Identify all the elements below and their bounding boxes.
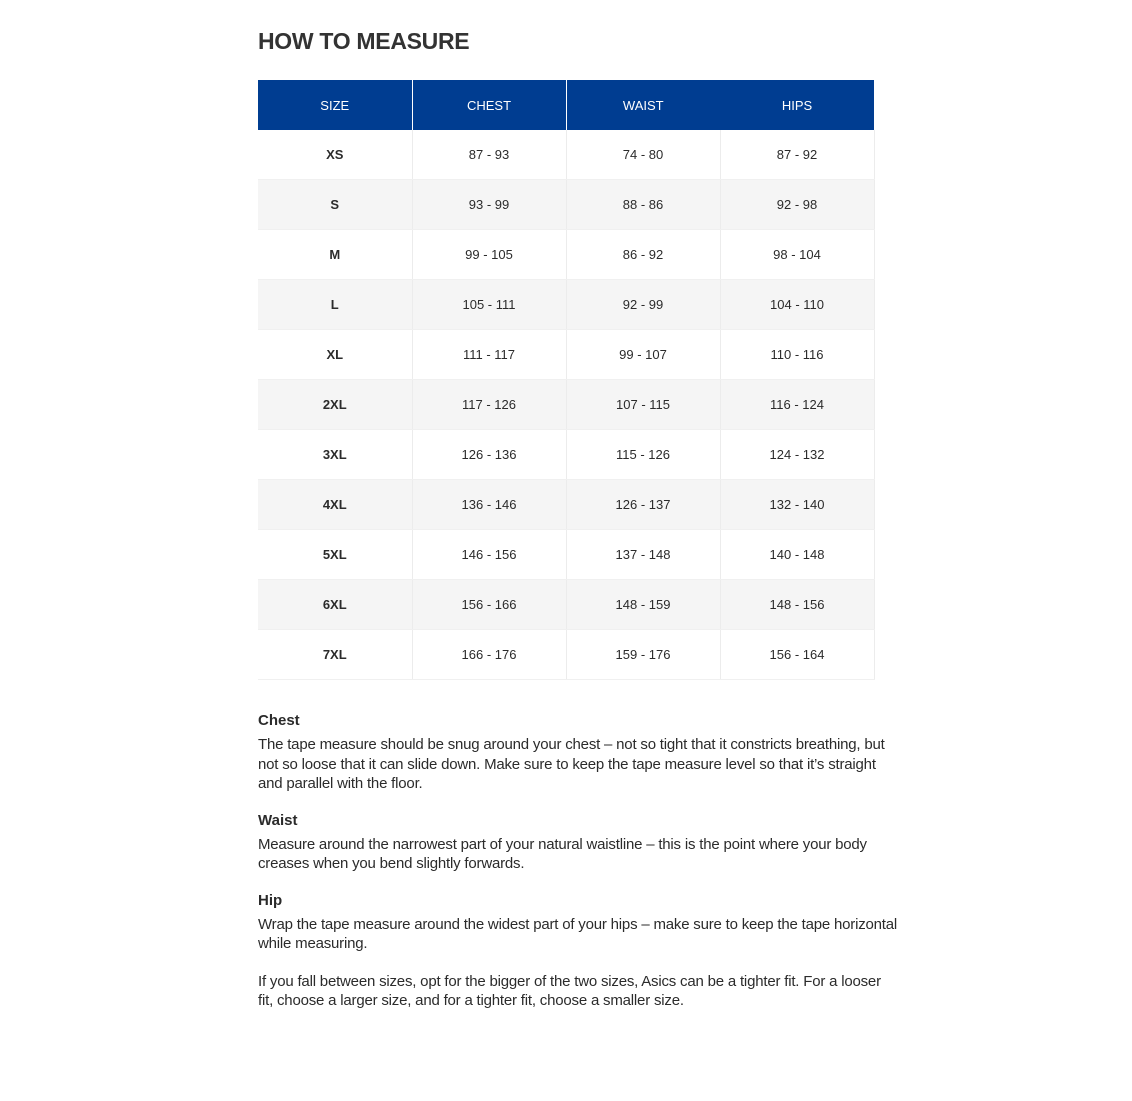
table-row (258, 130, 874, 180)
hip-guide (258, 891, 898, 954)
table-header-row (258, 80, 874, 130)
chest-instructions: The tape measure should be snug around your chest – not so tight that it constricts breathing, but not so loose that it can slide down. Make sure to keep the tape measure level so that it’s straight and parallel with the floor. (258, 736, 885, 792)
hips-cell: 140 - 148 (720, 530, 874, 580)
table-row (258, 230, 874, 280)
hips-cell: 156 - 164 (720, 630, 874, 680)
hips-cell: 148 - 156 (720, 580, 874, 630)
size-cell: XS (258, 130, 412, 180)
hip-instructions: Wrap the tape measure around the widest part of your hips – make sure to keep the tape horizontal while measuring. (258, 915, 898, 952)
table-row (258, 380, 874, 430)
waist-cell: 115 - 126 (566, 430, 720, 480)
hips-cell: 132 - 140 (720, 480, 874, 530)
size-cell: XL (258, 330, 412, 380)
chest-cell: 146 - 156 (412, 530, 566, 580)
table-row (258, 180, 874, 230)
hips-cell: 110 - 116 (720, 330, 874, 380)
chest-cell: 99 - 105 (412, 230, 566, 280)
chest-cell: 87 - 93 (412, 130, 566, 180)
size-cell: 2XL (258, 380, 412, 430)
table-row (258, 330, 874, 380)
chest-guide (258, 711, 898, 794)
table-row (258, 430, 874, 480)
waist-cell: 86 - 92 (566, 230, 720, 280)
size-cell: 6XL (258, 580, 412, 630)
column-header-size: SIZE (258, 80, 412, 130)
hips-cell: 87 - 92 (720, 130, 874, 180)
chest-cell: 93 - 99 (412, 180, 566, 230)
waist-cell: 137 - 148 (566, 530, 720, 580)
waist-cell: 148 - 159 (566, 580, 720, 630)
size-cell: 7XL (258, 630, 412, 680)
table-row (258, 480, 874, 530)
waist-guide (258, 811, 898, 874)
table-row (258, 530, 874, 580)
waist-instructions: Measure around the narrowest part of your natural waistline – this is the point where your body creases when you bend slightly forwards. (258, 835, 867, 872)
size-cell: S (258, 180, 412, 230)
chest-cell: 156 - 166 (412, 580, 566, 630)
chest-heading: Chest (258, 712, 300, 729)
chest-cell: 111 - 117 (412, 330, 566, 380)
size-cell: 5XL (258, 530, 412, 580)
chest-cell: 126 - 136 (412, 430, 566, 480)
table-row (258, 580, 874, 630)
column-header-waist: WAIST (566, 80, 720, 130)
waist-cell: 99 - 107 (566, 330, 720, 380)
waist-heading: Waist (258, 811, 298, 829)
chest-cell: 105 - 111 (412, 280, 566, 330)
waist-cell: 92 - 99 (566, 280, 720, 330)
waist-cell: 159 - 176 (566, 630, 720, 680)
hips-cell: 116 - 124 (720, 380, 874, 430)
waist-cell: 74 - 80 (566, 130, 720, 180)
chest-cell: 117 - 126 (412, 380, 566, 430)
table-row (258, 630, 874, 680)
waist-cell: 107 - 115 (566, 380, 720, 430)
chest-cell: 136 - 146 (412, 480, 566, 530)
hips-cell: 98 - 104 (720, 230, 874, 280)
size-cell: 4XL (258, 480, 412, 530)
size-cell: M (258, 230, 412, 280)
size-cell: 3XL (258, 430, 412, 480)
waist-cell: 126 - 137 (566, 480, 720, 530)
waist-cell: 88 - 86 (566, 180, 720, 230)
hip-heading: Hip (258, 891, 283, 909)
table-row (258, 280, 874, 330)
hips-cell: 124 - 132 (720, 430, 874, 480)
hips-cell: 92 - 98 (720, 180, 874, 230)
column-header-chest: CHEST (412, 80, 566, 130)
column-header-hips: HIPS (720, 80, 874, 130)
page-title: HOW TO MEASURE (258, 28, 470, 54)
chest-cell: 166 - 176 (412, 630, 566, 680)
measurement-guide (258, 711, 898, 1011)
hips-cell: 104 - 110 (720, 280, 874, 330)
size-chart-table (258, 80, 875, 680)
size-cell: L (258, 280, 412, 330)
fit-footnote: If you fall between sizes, opt for the bigger of the two sizes, Asics can be a tighter fit. For a looser fit, choose a larger size, and for a tighter fit, choose a smaller size. (258, 972, 881, 1009)
